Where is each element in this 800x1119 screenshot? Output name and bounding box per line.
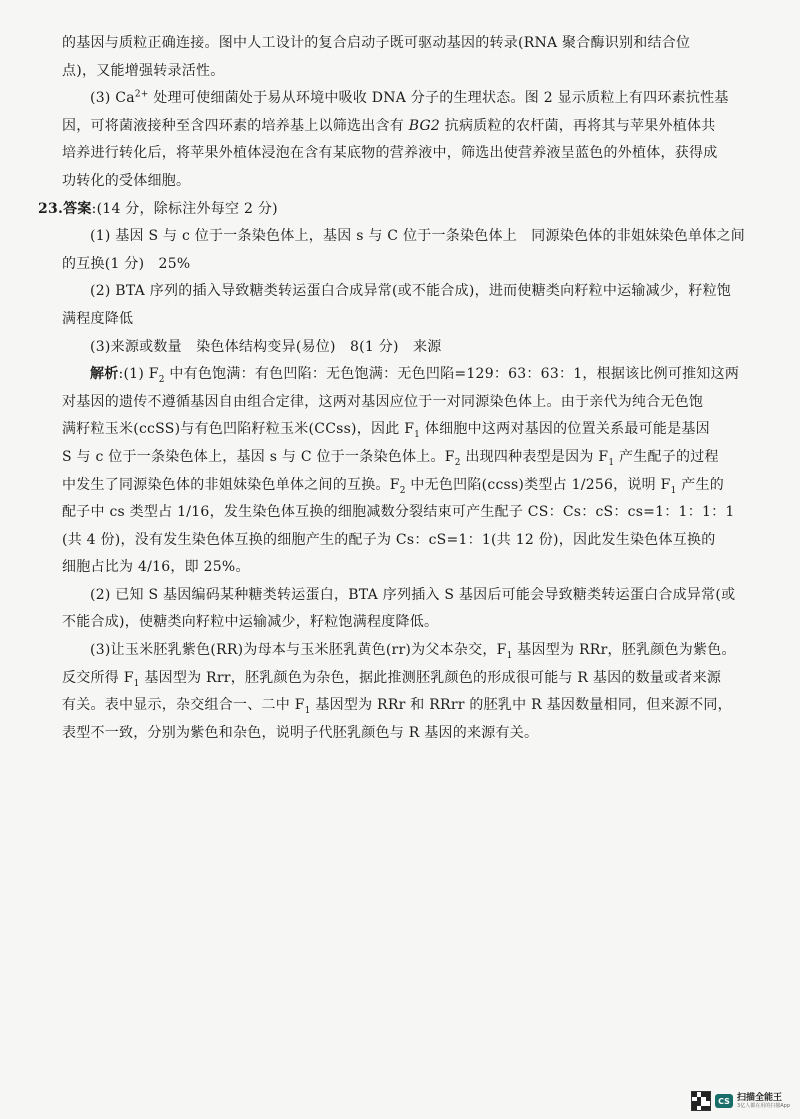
answer-label: 答案 — [63, 200, 92, 217]
text-line: 的基因与质粒正确连接。图中人工设计的复合启动子既可驱动基因的转录(RNA 聚合酶识别和结合位 — [62, 35, 691, 51]
text-line: 点)，又能增强转录活性。 — [62, 62, 225, 79]
answer-line: (2) BTA 序列的插入导致糖类转运蛋白合成异常(或不能合成)，进而使糖类向籽粒中运输减少，籽粒饱 — [90, 283, 732, 300]
explanation-line: S 与 c 位于一条染色体上，基因 s 与 C 位于一条染色体上。$F_2$ 出现四种表型是因为 $F_1$ 产生配子的过程 — [62, 448, 719, 468]
explanation-line: 不能合成)，使糖类向籽粒中运输减少，籽粒饱满程度降低。 — [62, 614, 439, 631]
qr-code-icon — [691, 1091, 711, 1111]
scanner-watermark — [691, 1091, 790, 1111]
explanation-label: 解析 — [90, 366, 119, 383]
explanation-line: 配子中 cs 类型占 1/16，发生染色体互换的细胞减数分裂结束可产生配子 CS：Cs：cS：cs=1：1：1：1 — [62, 504, 735, 521]
text-line: 培养进行转化后，将苹果外植体浸泡在含有某底物的营养液中，筛选出使营养液呈蓝色的外植体，获得成 — [62, 145, 718, 162]
explanation-line: (3)让玉米胚乳紫色(RR)为母本与玉米胚乳黄色(rr)为父本杂交，$F_1$ 基因型为 RRr，胚乳颜色为紫色。 — [90, 642, 736, 661]
explanation-line: (共 4 份)，没有发生染色体互换的细胞产生的配子为 Cs：cS=1：1(共 12 份)，因此发生染色体互换的 — [62, 531, 716, 548]
question-number: 23. — [38, 200, 64, 217]
explanation-line: (2) 已知 S 基因编码某种糖类转运蛋白，BTA 序列插入 S 基因后可能会导致糖类转运蛋白合成异常(或 — [90, 586, 736, 603]
question-header: 23.答案:(14 分，除标注外每空 2 分) — [38, 200, 278, 217]
text-line: (3) $Ca^{2+}$ 处理可使细菌处于易从环境中吸收 DNA 分子的生理状态。图 2 显示质粒上有四环素抗性基 — [90, 89, 729, 107]
brand-name: 扫描全能王 — [737, 1092, 783, 1103]
watermark-brand — [737, 1094, 790, 1109]
text-line: 因，可将菌液接种至含四环素的培养基上以筛选出含有 BG2 抗病质粒的农杆菌，再将其与苹果外植体共 — [62, 117, 716, 134]
explanation-line: 中发生了同源染色体的非姐妹染色单体之间的互换。$F_2$ 中无色凹陷(ccss)类型占 1/256，说明 $F_1$ 产生的 — [62, 476, 725, 496]
brand-slogan: 3亿人都在用的扫描App — [737, 1102, 790, 1109]
answer-line: 满程度降低 — [62, 310, 134, 327]
document-page — [38, 30, 762, 747]
answer-line: (3)来源或数量 染色体结构变异(易位) 8(1 分) 来源 — [90, 338, 442, 355]
explanation-line: 对基因的遗传不遵循基因自由组合定律，这两对基因应位于一对同源染色体上。由于亲代为纯合无色饱 — [62, 393, 704, 410]
text-line: 功转化的受体细胞。 — [62, 172, 191, 189]
answer-line: (1) 基因 S 与 c 位于一条染色体上，基因 s 与 C 位于一条染色体上 同源染色体的非姐妹染色单体之间 — [90, 228, 745, 245]
explanation-line: 细胞占比为 4/16，即 25%。 — [62, 559, 250, 576]
explanation-line: 反交所得 $F_1$ 基因型为 Rrr，胚乳颜色为杂色，据此推测胚乳颜色的形成很可能与 R 基因的数量或者来源 — [62, 669, 722, 689]
camscanner-logo-icon: CS — [715, 1094, 733, 1108]
explanation-line: 满籽粒玉米(ccSS)与有色凹陷籽粒玉米(CCss)，因此 $F_1$ 体细胞中这两对基因的位置关系最可能是基因 — [62, 421, 710, 441]
explanation-line: 解析:(1) $F_2$ 中有色饱满：有色凹陷：无色饱满：无色凹陷=129：63：63：1，根据该比例可推知这两 — [90, 366, 740, 385]
explanation-line: 表型不一致，分别为紫色和杂色，说明子代胚乳颜色与 R 基因的来源有关。 — [62, 724, 539, 741]
answer-line: 的互换(1 分) 25% — [62, 255, 191, 272]
explanation-line: 有关。表中显示，杂交组合一、二中 $F_1$ 基因型为 RRr 和 RRrr 的胚乳中 R 基因数量相同，但来源不同， — [62, 697, 732, 717]
